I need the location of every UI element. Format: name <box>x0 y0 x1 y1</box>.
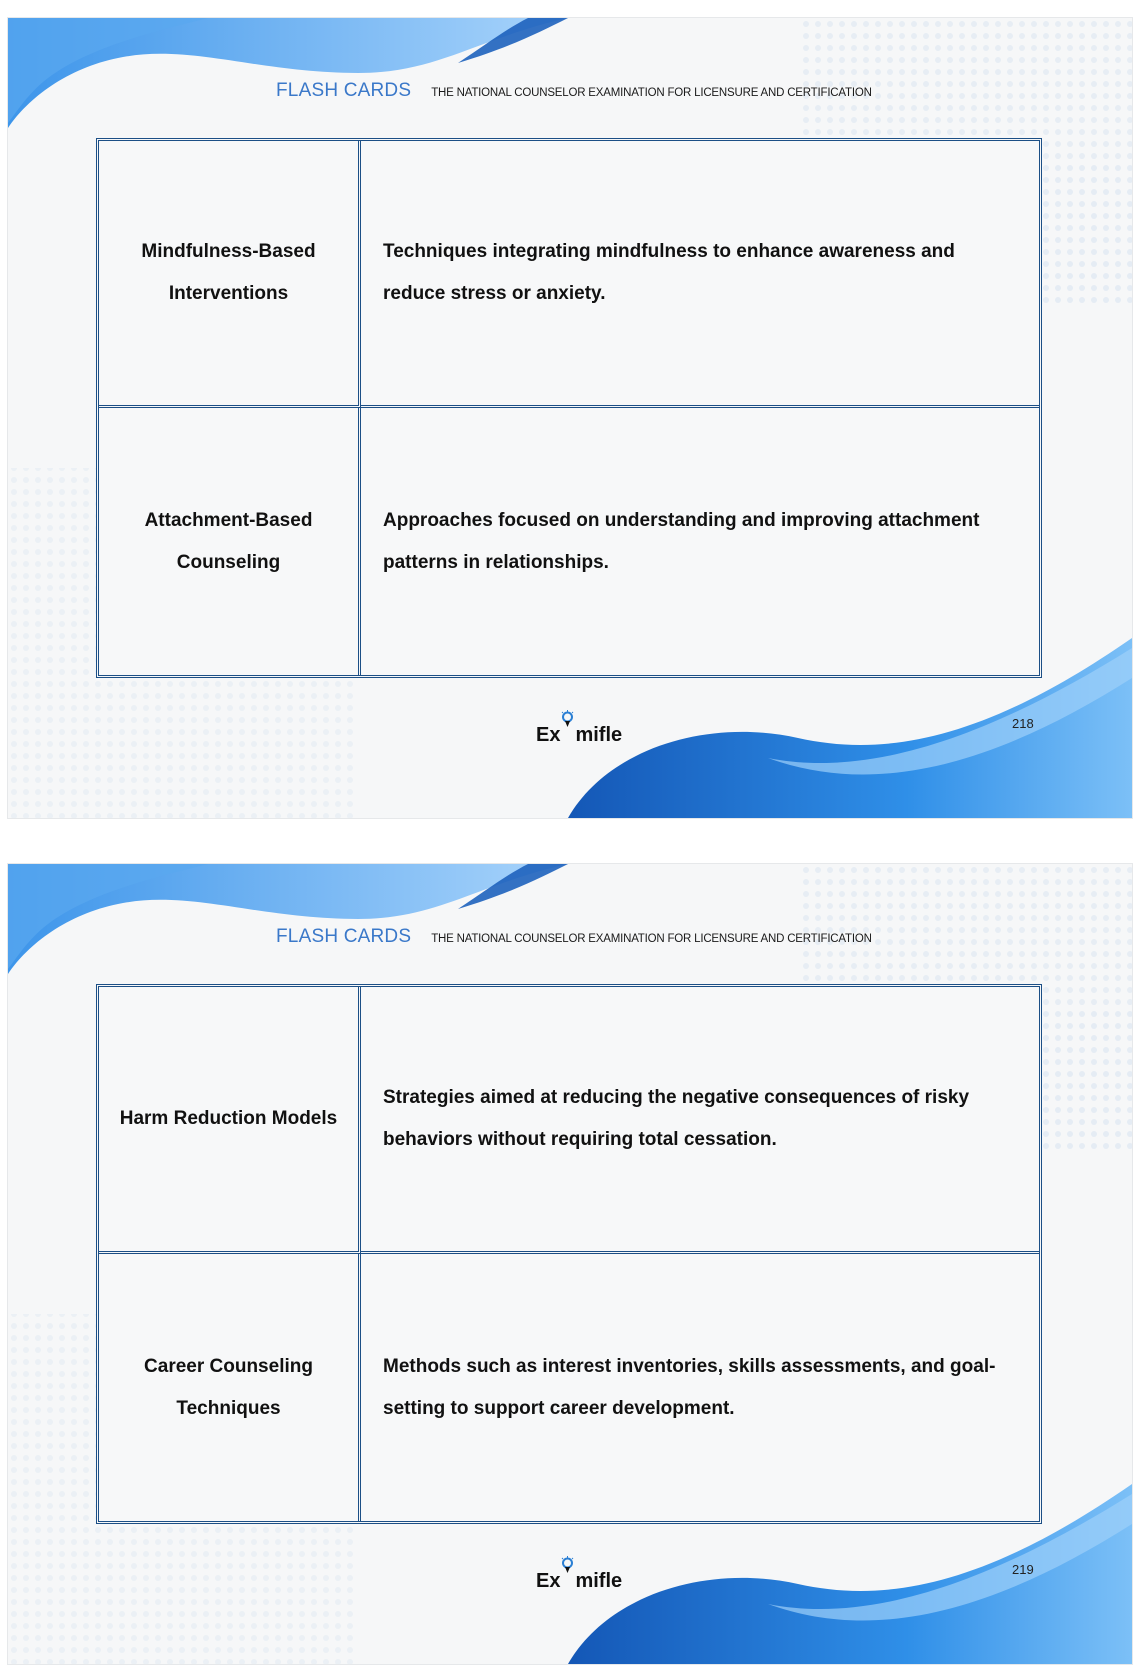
flash-cards-title: FLASH CARDS <box>276 926 412 947</box>
card-term: Attachment-Based Counseling <box>99 408 361 675</box>
logo-prefix: Ex <box>536 1570 561 1592</box>
logo-prefix: Ex <box>536 724 561 746</box>
eximfle-logo <box>536 724 622 747</box>
logo-suffix: mifle <box>575 724 623 746</box>
page-header <box>276 80 872 110</box>
card-term: Mindfulness-Based Interventions <box>99 141 361 408</box>
flashcard-page <box>8 864 1132 1664</box>
card-term: Career Counseling Techniques <box>99 1254 361 1521</box>
page-number: 218 <box>1012 716 1034 731</box>
lightbulb-icon <box>561 1570 574 1587</box>
page-header <box>276 926 872 956</box>
card-definition: Strategies aimed at reducing the negative consequences of risky behaviors without requiring total cessation. <box>361 987 1039 1254</box>
lightbulb-icon <box>561 724 574 741</box>
flashcard-table <box>96 138 1042 678</box>
flashcard-page <box>8 18 1132 818</box>
card-term: Harm Reduction Models <box>99 987 361 1254</box>
card-definition: Methods such as interest inventories, skills assessments, and goal-setting to support career development. <box>383 1355 996 1419</box>
page-number: 219 <box>1012 1562 1034 1577</box>
exam-subtitle: THE NATIONAL COUNSELOR EXAMINATION FOR LICENSURE AND CERTIFICATION <box>431 933 872 945</box>
eximfle-logo <box>536 1570 622 1593</box>
logo-suffix: mifle <box>575 1570 623 1592</box>
flashcard-table <box>96 984 1042 1524</box>
exam-subtitle: THE NATIONAL COUNSELOR EXAMINATION FOR LICENSURE AND CERTIFICATION <box>431 87 872 99</box>
card-definition: Approaches focused on understanding and improving attachment patterns in relationships. <box>383 509 980 573</box>
flash-cards-title: FLASH CARDS <box>276 80 412 101</box>
card-definition: Techniques integrating mindfulness to enhance awareness and reduce stress or anxiety. <box>361 141 1039 408</box>
